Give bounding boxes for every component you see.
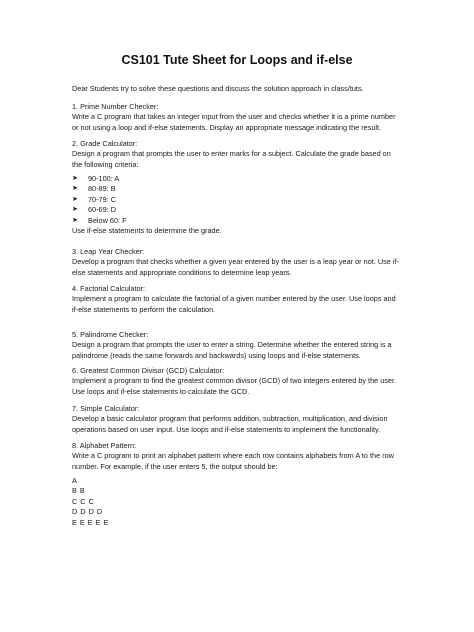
question-text: or not using a loop and if-else statements. Display an appropriate message indicating the result. xyxy=(72,122,382,132)
question-text: Implement a program to find the greatest common divisor (GCD) of two integers entered by the user. xyxy=(72,376,397,386)
criteria-item xyxy=(72,174,412,184)
question-heading: 8. Alphabet Pattern: xyxy=(72,441,137,450)
arrowhead-bullet-icon: ➤ xyxy=(72,195,78,203)
arrowhead-bullet-icon: ➤ xyxy=(72,206,78,214)
question-text: palindrome (reads the same forwards and backwards) using loops and if-else statements. xyxy=(72,350,361,360)
intro xyxy=(72,84,412,94)
question-text: Use if-else statements to determine the grade. xyxy=(72,225,222,235)
question-5 xyxy=(72,330,412,361)
question-text: Use loops and if-else statements to calculate the GCD. xyxy=(72,386,250,396)
criteria-item xyxy=(72,184,412,194)
arrowhead-bullet-icon: ➤ xyxy=(72,185,78,193)
question-7 xyxy=(72,404,412,435)
grade-criteria-list xyxy=(72,174,412,236)
criteria-text: 60-69: D xyxy=(88,205,116,215)
question-text: Develop a basic calculator program that performs addition, subtraction, multiplication, and division xyxy=(72,414,388,424)
pattern-row: C C C xyxy=(72,496,95,506)
question-heading: 5. Palindrome Checker: xyxy=(72,330,149,339)
question-text: Develop a program that checks whether a given year entered by the user is a leap year or not. Use if- xyxy=(72,257,399,267)
question-text: number. For example, if the user enters 5, the output should be: xyxy=(72,461,278,471)
question-heading: 7. Simple Calculator: xyxy=(72,404,140,413)
question-3 xyxy=(72,247,412,278)
arrowhead-bullet-icon: ➤ xyxy=(72,175,78,182)
question-text: if-else statements to perform the calculation. xyxy=(72,304,216,314)
criteria-text: 70-79: C xyxy=(88,194,116,204)
pattern-row: A xyxy=(72,476,78,485)
criteria-item xyxy=(72,195,412,205)
intro-text: Dear Students try to solve these questions and discuss the solution approach in class/tuts. xyxy=(72,84,364,93)
question-2 xyxy=(72,139,412,170)
pattern-row: E E E E E xyxy=(72,517,109,527)
question-text: else statements and appropriate conditions to determine leap years. xyxy=(72,267,292,277)
question-heading: 6. Greatest Common Divisor (GCD) Calculator: xyxy=(72,366,225,375)
question-text: Design a program that prompts the user to enter a string. Determine whether the entered string is a xyxy=(72,340,392,350)
criteria-item xyxy=(72,205,412,215)
criteria-text: 80-89: B xyxy=(88,184,116,194)
question-text: Write a C program that takes an integer input from the user and checks whether it is a prime number xyxy=(72,112,396,122)
pattern-row: B B xyxy=(72,486,86,496)
question-heading: 4. Factorial Calculator: xyxy=(72,284,145,293)
question-6 xyxy=(72,366,412,397)
criteria-item xyxy=(72,216,412,226)
question-text: Design a program that prompts the user to enter marks for a subject. Calculate the grade based on xyxy=(72,149,391,159)
question-heading: 3. Leap Year Checker: xyxy=(72,247,145,256)
question-8 xyxy=(72,441,412,472)
question-text: Implement a program to calculate the factorial of a given number entered by the user. Use loops and xyxy=(72,294,396,304)
question-text: the following criteria: xyxy=(72,159,139,169)
page-title: CS101 Tute Sheet for Loops and if-else xyxy=(121,53,353,67)
criteria-text: Below 60: F xyxy=(88,215,127,225)
question-4 xyxy=(72,284,412,315)
question-text: Write a C program to print an alphabet pattern where each row contains alphabets from A to the row xyxy=(72,451,394,461)
arrowhead-bullet-icon: ➤ xyxy=(72,216,78,224)
question-1 xyxy=(72,102,412,133)
alphabet-pattern xyxy=(72,476,412,528)
question-heading: 2. Grade Calculator: xyxy=(72,139,138,148)
pattern-row: D D D D xyxy=(72,507,103,517)
question-text: operations based on user input. Use loops and if-else statements to implement the functionality. xyxy=(72,424,381,434)
question-heading: 1. Prime Number Checker: xyxy=(72,102,159,111)
criteria-text: 90-100: A xyxy=(88,174,120,183)
